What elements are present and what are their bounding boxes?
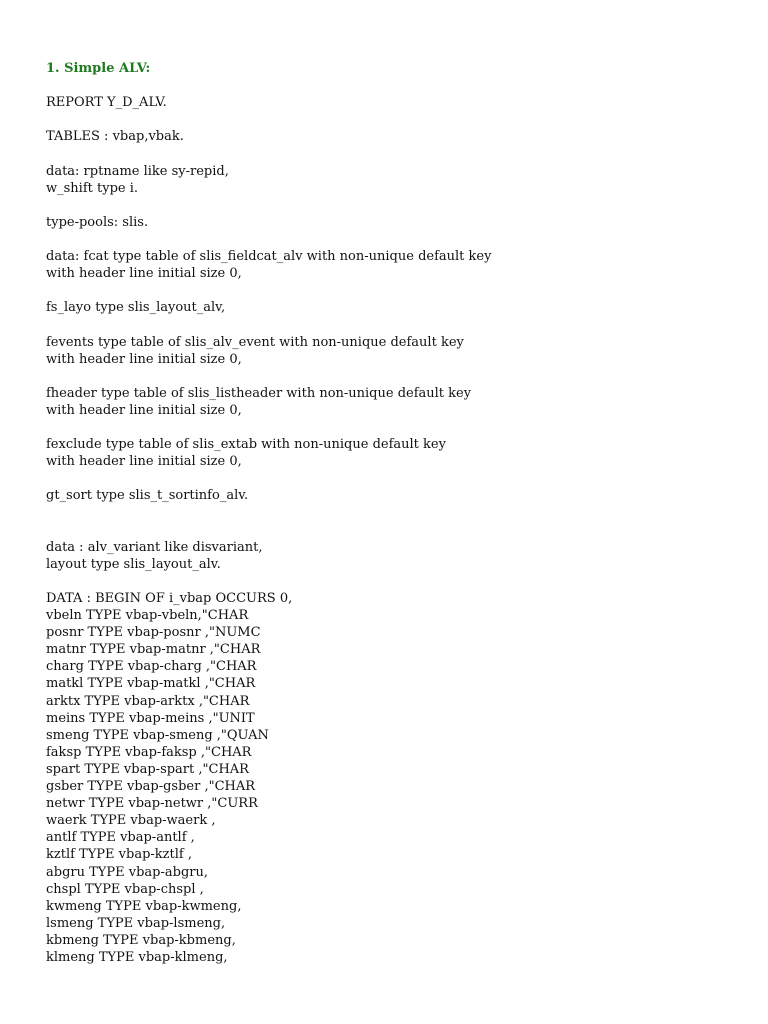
code-line: DATA : BEGIN OF i_vbap OCCURS 0,: [46, 591, 293, 606]
code-line: smeng TYPE vbap-smeng ,"QUAN: [46, 727, 269, 743]
code-line: arktx TYPE vbap-arktx ,"CHAR: [46, 693, 250, 709]
code-line: waerk TYPE vbap-waerk ,: [46, 813, 216, 829]
code-line: matnr TYPE vbap-matnr ,"CHAR: [46, 642, 261, 658]
code-block: [46, 94, 726, 111]
blank-line: [46, 317, 726, 334]
blank-line: [46, 77, 726, 94]
code-line: data: fcat type table of slis_fieldcat_alv with non-unique default key: [46, 249, 492, 265]
code-line: antlf TYPE vbap-antlf ,: [46, 830, 195, 846]
code-block: [46, 539, 726, 573]
code-line: with header line initial size 0,: [46, 454, 242, 470]
code-line: gt_sort type slis_t_sortinfo_alv.: [46, 488, 249, 504]
code-line: with header line initial size 0,: [46, 351, 242, 367]
code-line: kztlf TYPE vbap-kztlf ,: [46, 847, 192, 863]
code-line: gsber TYPE vbap-gsber ,"CHAR: [46, 779, 256, 795]
code-block: [46, 487, 726, 504]
heading-line: [46, 43, 726, 60]
blank-line: [46, 197, 726, 214]
blank-line: [46, 470, 726, 487]
code-line: meins TYPE vbap-meins ,"UNIT: [46, 710, 255, 726]
code-line: fheader type table of slis_listheader with non-unique default key: [46, 385, 472, 401]
code-line: charg TYPE vbap-charg ,"CHAR: [46, 659, 257, 675]
blank-line: [46, 282, 726, 299]
code-line: data: rptname like sy-repid,: [46, 163, 229, 179]
code-line: w_shift type i.: [46, 180, 139, 196]
code-line: data : alv_variant like disvariant,: [46, 539, 263, 555]
blank-line: [46, 419, 726, 436]
blank-line: [46, 146, 726, 163]
code-line: with header line initial size 0,: [46, 266, 242, 282]
code-line: netwr TYPE vbap-netwr ,"CURR: [46, 796, 258, 812]
code-line: matkl TYPE vbap-matkl ,"CHAR: [46, 676, 256, 692]
code-block: [46, 590, 726, 966]
blank-line: [46, 111, 726, 128]
code-line: chspl TYPE vbap-chspl ,: [46, 881, 204, 897]
code-line: fexclude type table of slis_extab with non-unique default key: [46, 437, 446, 453]
code-line: faksp TYPE vbap-faksp ,"CHAR: [46, 744, 252, 760]
blank-line: [46, 522, 726, 539]
code-line: type-pools: slis.: [46, 214, 149, 230]
code-block: [46, 128, 726, 145]
code-line: posnr TYPE vbap-posnr ,"NUMC: [46, 625, 261, 641]
code-line: vbeln TYPE vbap-vbeln,"CHAR: [46, 608, 249, 624]
code-block: [46, 163, 726, 197]
document-page: [46, 43, 726, 966]
code-block: [46, 248, 726, 282]
code-line: klmeng TYPE vbap-klmeng,: [46, 949, 228, 965]
blank-line: [46, 368, 726, 385]
section-title: 1. Simple ALV:: [46, 61, 151, 77]
code-line: kbmeng TYPE vbap-kbmeng,: [46, 932, 236, 948]
code-line: with header line initial size 0,: [46, 402, 242, 418]
code-line: fs_layo type slis_layout_alv,: [46, 300, 226, 316]
code-block: [46, 214, 726, 231]
code-line: abgru TYPE vbap-abgru,: [46, 864, 208, 880]
code-block: [46, 436, 726, 470]
blank-line: [46, 505, 726, 522]
blank-line: [46, 231, 726, 248]
code-line: spart TYPE vbap-spart ,"CHAR: [46, 761, 249, 777]
code-line: REPORT Y_D_ALV.: [46, 95, 167, 111]
code-line: lsmeng TYPE vbap-lsmeng,: [46, 915, 226, 931]
code-block: [46, 334, 726, 368]
code-block: [46, 299, 726, 316]
code-listing: [46, 77, 726, 966]
blank-line: [46, 573, 726, 590]
code-line: layout type slis_layout_alv.: [46, 556, 221, 572]
code-line: fevents type table of slis_alv_event with non-unique default key: [46, 334, 464, 350]
code-line: TABLES : vbap,vbak.: [46, 129, 184, 145]
code-line: kwmeng TYPE vbap-kwmeng,: [46, 898, 242, 914]
code-block: [46, 385, 726, 419]
